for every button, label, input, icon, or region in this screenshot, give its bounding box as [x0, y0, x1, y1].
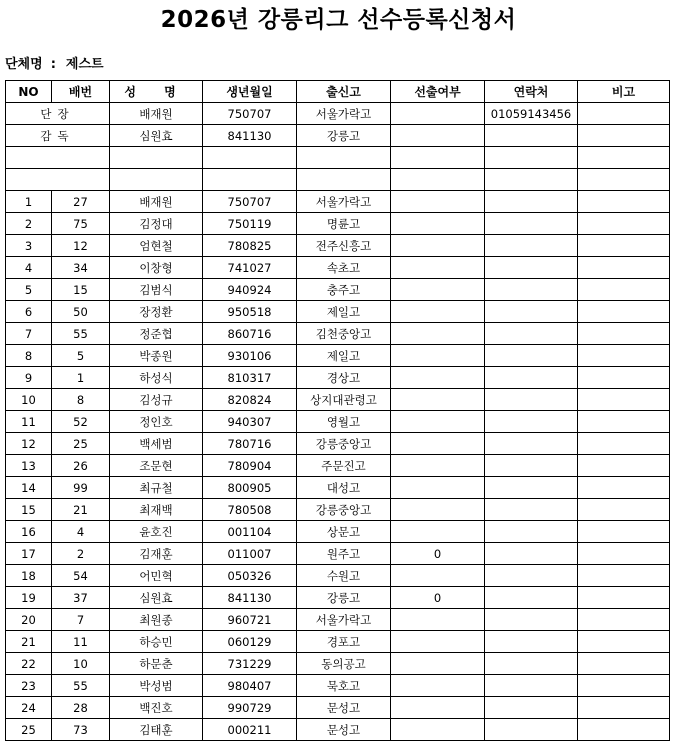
- player-birth: 011007: [203, 543, 297, 565]
- player-note: [578, 323, 670, 345]
- player-row: [6, 367, 670, 389]
- player-pro: [391, 367, 485, 389]
- player-no: 7: [6, 323, 52, 345]
- player-number: 52: [52, 411, 110, 433]
- player-birth: 780904: [203, 455, 297, 477]
- player-name: 심원효: [110, 587, 203, 609]
- player-name: 박성범: [110, 675, 203, 697]
- player-birth: 750119: [203, 213, 297, 235]
- player-contact: [485, 565, 578, 587]
- player-contact: [485, 323, 578, 345]
- header-pro: 선출여부: [391, 81, 485, 103]
- staff-role: 감독: [6, 125, 110, 147]
- staff-role: 단장: [6, 103, 110, 125]
- player-contact: [485, 631, 578, 653]
- player-pro: [391, 323, 485, 345]
- player-no: 17: [6, 543, 52, 565]
- player-school: 김천중앙고: [297, 323, 391, 345]
- player-contact: [485, 433, 578, 455]
- team-colon: :: [50, 57, 56, 72]
- player-birth: 980407: [203, 675, 297, 697]
- player-note: [578, 433, 670, 455]
- player-school: 경포고: [297, 631, 391, 653]
- player-pro: [391, 257, 485, 279]
- staff-note: [578, 125, 670, 147]
- player-name: 하문춘: [110, 653, 203, 675]
- player-birth: 050326: [203, 565, 297, 587]
- blank-cell: [6, 147, 110, 169]
- player-school: 묵호고: [297, 675, 391, 697]
- header-note: 비고: [578, 81, 670, 103]
- player-note: [578, 301, 670, 323]
- player-contact: [485, 477, 578, 499]
- blank-cell: [391, 147, 485, 169]
- player-birth: 060129: [203, 631, 297, 653]
- player-note: [578, 609, 670, 631]
- header-school: 출신고: [297, 81, 391, 103]
- player-note: [578, 719, 670, 741]
- player-birth: 741027: [203, 257, 297, 279]
- player-no: 21: [6, 631, 52, 653]
- player-no: 10: [6, 389, 52, 411]
- player-no: 12: [6, 433, 52, 455]
- player-name: 백세범: [110, 433, 203, 455]
- player-note: [578, 587, 670, 609]
- player-number: 2: [52, 543, 110, 565]
- player-number: 21: [52, 499, 110, 521]
- player-birth: 731229: [203, 653, 297, 675]
- player-name: 최재백: [110, 499, 203, 521]
- staff-school: 강릉고: [297, 125, 391, 147]
- player-school: 속초고: [297, 257, 391, 279]
- player-row: [6, 543, 670, 565]
- player-no: 6: [6, 301, 52, 323]
- blank-cell: [578, 147, 670, 169]
- player-pro: 0: [391, 587, 485, 609]
- player-name: 김성규: [110, 389, 203, 411]
- player-pro: [391, 477, 485, 499]
- player-name: 백진호: [110, 697, 203, 719]
- staff-name: 배재원: [110, 103, 203, 125]
- player-no: 3: [6, 235, 52, 257]
- player-school: 동의공고: [297, 653, 391, 675]
- player-no: 16: [6, 521, 52, 543]
- player-contact: [485, 411, 578, 433]
- player-number: 1: [52, 367, 110, 389]
- player-row: [6, 455, 670, 477]
- player-pro: [391, 521, 485, 543]
- player-name: 조문현: [110, 455, 203, 477]
- player-school: 서울가락고: [297, 609, 391, 631]
- player-no: 24: [6, 697, 52, 719]
- player-row: [6, 235, 670, 257]
- player-note: [578, 345, 670, 367]
- header-birth: 생년월일: [203, 81, 297, 103]
- player-birth: 000211: [203, 719, 297, 741]
- player-row: [6, 301, 670, 323]
- player-birth: 820824: [203, 389, 297, 411]
- player-name: 김정대: [110, 213, 203, 235]
- player-pro: [391, 653, 485, 675]
- player-pro: [391, 191, 485, 213]
- staff-name: 심원효: [110, 125, 203, 147]
- player-pro: 0: [391, 543, 485, 565]
- player-contact: [485, 609, 578, 631]
- player-name: 장정환: [110, 301, 203, 323]
- player-contact: [485, 213, 578, 235]
- player-contact: [485, 719, 578, 741]
- header-no: NO: [6, 81, 52, 103]
- staff-row: [6, 103, 670, 125]
- player-birth: 800905: [203, 477, 297, 499]
- player-name: 이창형: [110, 257, 203, 279]
- player-school: 상문고: [297, 521, 391, 543]
- player-note: [578, 653, 670, 675]
- header-contact: 연락처: [485, 81, 578, 103]
- blank-cell: [110, 169, 203, 191]
- player-row: [6, 213, 670, 235]
- player-pro: [391, 697, 485, 719]
- player-school: 문성고: [297, 719, 391, 741]
- player-school: 제일고: [297, 301, 391, 323]
- player-note: [578, 389, 670, 411]
- player-number: 26: [52, 455, 110, 477]
- staff-note: [578, 103, 670, 125]
- player-pro: [391, 301, 485, 323]
- player-birth: 810317: [203, 367, 297, 389]
- player-row: [6, 433, 670, 455]
- player-pro: [391, 609, 485, 631]
- document-title: 2026년 강릉리그 선수등록신청서: [160, 7, 517, 33]
- player-note: [578, 499, 670, 521]
- player-school: 충주고: [297, 279, 391, 301]
- player-name: 김범식: [110, 279, 203, 301]
- player-number: 34: [52, 257, 110, 279]
- player-number: 75: [52, 213, 110, 235]
- player-pro: [391, 675, 485, 697]
- player-school: 전주신흥고: [297, 235, 391, 257]
- player-contact: [485, 191, 578, 213]
- player-note: [578, 631, 670, 653]
- team-label: 단체명: [5, 57, 43, 72]
- staff-contact: 01059143456: [485, 103, 578, 125]
- player-name: 최원종: [110, 609, 203, 631]
- player-row: [6, 323, 670, 345]
- blank-row: [6, 169, 670, 191]
- blank-cell: [578, 169, 670, 191]
- player-birth: 940924: [203, 279, 297, 301]
- staff-birth: 750707: [203, 103, 297, 125]
- staff-birth: 841130: [203, 125, 297, 147]
- player-number: 27: [52, 191, 110, 213]
- player-school: 주문진고: [297, 455, 391, 477]
- blank-cell: [297, 147, 391, 169]
- blank-cell: [391, 169, 485, 191]
- player-name: 하승민: [110, 631, 203, 653]
- player-no: 5: [6, 279, 52, 301]
- player-pro: [391, 631, 485, 653]
- player-row: [6, 631, 670, 653]
- player-number: 8: [52, 389, 110, 411]
- player-contact: [485, 345, 578, 367]
- player-name: 김태훈: [110, 719, 203, 741]
- player-note: [578, 565, 670, 587]
- player-contact: [485, 455, 578, 477]
- player-row: [6, 675, 670, 697]
- player-pro: [391, 389, 485, 411]
- player-birth: 780716: [203, 433, 297, 455]
- player-birth: 841130: [203, 587, 297, 609]
- player-number: 55: [52, 323, 110, 345]
- player-row: [6, 697, 670, 719]
- staff-school: 서울가락고: [297, 103, 391, 125]
- player-contact: [485, 389, 578, 411]
- player-school: 대성고: [297, 477, 391, 499]
- player-school: 영월고: [297, 411, 391, 433]
- player-school: 서울가락고: [297, 191, 391, 213]
- player-no: 11: [6, 411, 52, 433]
- player-name: 정인호: [110, 411, 203, 433]
- blank-cell: [297, 169, 391, 191]
- player-birth: 780508: [203, 499, 297, 521]
- player-birth: 860716: [203, 323, 297, 345]
- player-number: 37: [52, 587, 110, 609]
- player-number: 50: [52, 301, 110, 323]
- header-row: [6, 81, 670, 103]
- player-number: 10: [52, 653, 110, 675]
- blank-cell: [485, 147, 578, 169]
- player-birth: 990729: [203, 697, 297, 719]
- player-row: [6, 279, 670, 301]
- player-name: 어민혁: [110, 565, 203, 587]
- player-row: [6, 609, 670, 631]
- player-row: [6, 499, 670, 521]
- player-number: 54: [52, 565, 110, 587]
- player-row: [6, 477, 670, 499]
- player-birth: 960721: [203, 609, 297, 631]
- player-contact: [485, 653, 578, 675]
- player-school: 제일고: [297, 345, 391, 367]
- team-name: 제스트: [65, 57, 104, 72]
- player-school: 경상고: [297, 367, 391, 389]
- player-contact: [485, 499, 578, 521]
- player-pro: [391, 455, 485, 477]
- player-no: 8: [6, 345, 52, 367]
- player-note: [578, 675, 670, 697]
- player-school: 강릉고: [297, 587, 391, 609]
- blank-cell: [203, 169, 297, 191]
- roster-body: [6, 103, 670, 741]
- player-contact: [485, 235, 578, 257]
- player-number: 73: [52, 719, 110, 741]
- player-name: 김재훈: [110, 543, 203, 565]
- player-name: 하성식: [110, 367, 203, 389]
- player-pro: [391, 411, 485, 433]
- player-no: 13: [6, 455, 52, 477]
- player-no: 18: [6, 565, 52, 587]
- player-note: [578, 279, 670, 301]
- player-note: [578, 411, 670, 433]
- player-row: [6, 719, 670, 741]
- player-note: [578, 213, 670, 235]
- player-pro: [391, 499, 485, 521]
- player-note: [578, 697, 670, 719]
- player-row: [6, 565, 670, 587]
- player-school: 강릉중앙고: [297, 499, 391, 521]
- player-birth: 940307: [203, 411, 297, 433]
- player-note: [578, 477, 670, 499]
- blank-cell: [203, 147, 297, 169]
- player-pro: [391, 213, 485, 235]
- player-birth: 780825: [203, 235, 297, 257]
- player-no: 1: [6, 191, 52, 213]
- player-school: 수원고: [297, 565, 391, 587]
- player-number: 5: [52, 345, 110, 367]
- player-no: 20: [6, 609, 52, 631]
- player-number: 28: [52, 697, 110, 719]
- player-school: 원주고: [297, 543, 391, 565]
- blank-cell: [110, 147, 203, 169]
- player-note: [578, 543, 670, 565]
- player-school: 명륜고: [297, 213, 391, 235]
- player-name: 엄현철: [110, 235, 203, 257]
- player-birth: 750707: [203, 191, 297, 213]
- player-number: 4: [52, 521, 110, 543]
- blank-cell: [6, 169, 110, 191]
- player-row: [6, 389, 670, 411]
- header-number: 배번: [52, 81, 110, 103]
- player-note: [578, 257, 670, 279]
- player-pro: [391, 235, 485, 257]
- player-note: [578, 367, 670, 389]
- player-number: 7: [52, 609, 110, 631]
- player-no: 4: [6, 257, 52, 279]
- player-pro: [391, 565, 485, 587]
- player-no: 19: [6, 587, 52, 609]
- blank-cell: [485, 169, 578, 191]
- player-number: 55: [52, 675, 110, 697]
- player-no: 9: [6, 367, 52, 389]
- player-contact: [485, 367, 578, 389]
- player-note: [578, 521, 670, 543]
- player-note: [578, 191, 670, 213]
- player-contact: [485, 675, 578, 697]
- player-row: [6, 257, 670, 279]
- blank-row: [6, 147, 670, 169]
- player-no: 14: [6, 477, 52, 499]
- player-contact: [485, 521, 578, 543]
- player-no: 2: [6, 213, 52, 235]
- player-name: 윤호진: [110, 521, 203, 543]
- player-row: [6, 191, 670, 213]
- player-pro: [391, 719, 485, 741]
- player-contact: [485, 587, 578, 609]
- player-no: 22: [6, 653, 52, 675]
- player-row: [6, 587, 670, 609]
- player-note: [578, 235, 670, 257]
- player-number: 12: [52, 235, 110, 257]
- staff-contact: [485, 125, 578, 147]
- player-pro: [391, 279, 485, 301]
- player-name: 최규철: [110, 477, 203, 499]
- player-contact: [485, 279, 578, 301]
- player-contact: [485, 543, 578, 565]
- player-birth: 001104: [203, 521, 297, 543]
- staff-row: [6, 125, 670, 147]
- player-number: 25: [52, 433, 110, 455]
- player-birth: 930106: [203, 345, 297, 367]
- header-name: 성 명: [110, 81, 203, 103]
- player-row: [6, 521, 670, 543]
- player-contact: [485, 697, 578, 719]
- player-no: 25: [6, 719, 52, 741]
- player-name: 배재원: [110, 191, 203, 213]
- player-school: 상지대관령고: [297, 389, 391, 411]
- roster-table: [5, 80, 670, 741]
- staff-pro: [391, 103, 485, 125]
- player-name: 박종원: [110, 345, 203, 367]
- player-row: [6, 653, 670, 675]
- player-contact: [485, 301, 578, 323]
- player-school: 강릉중앙고: [297, 433, 391, 455]
- player-pro: [391, 433, 485, 455]
- team-name-line: [5, 56, 104, 74]
- player-number: 99: [52, 477, 110, 499]
- player-row: [6, 345, 670, 367]
- player-number: 11: [52, 631, 110, 653]
- player-school: 문성고: [297, 697, 391, 719]
- player-birth: 950518: [203, 301, 297, 323]
- player-number: 15: [52, 279, 110, 301]
- player-contact: [485, 257, 578, 279]
- player-row: [6, 411, 670, 433]
- player-name: 정준협: [110, 323, 203, 345]
- player-note: [578, 455, 670, 477]
- staff-pro: [391, 125, 485, 147]
- player-no: 15: [6, 499, 52, 521]
- player-no: 23: [6, 675, 52, 697]
- player-pro: [391, 345, 485, 367]
